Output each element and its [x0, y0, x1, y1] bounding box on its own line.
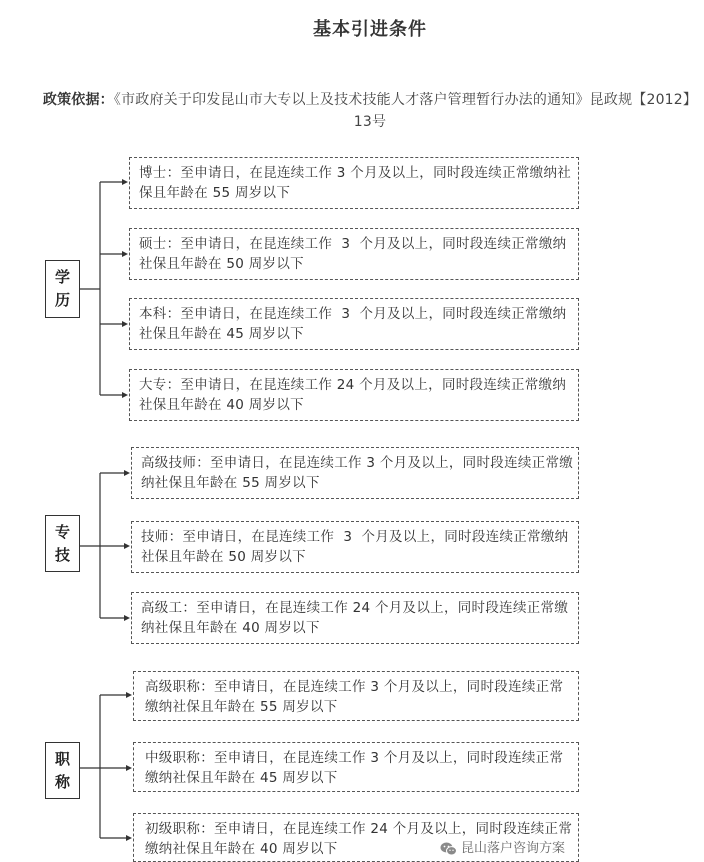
condition-text-line: 社保且年龄在 45 周岁以下 — [139, 326, 304, 342]
watermark — [440, 840, 565, 858]
condition-text-line: 缴纳社保且年龄在 55 周岁以下 — [145, 699, 338, 715]
arrowhead — [122, 392, 128, 398]
page-title: 基本引进条件 — [313, 19, 427, 40]
arrowhead — [124, 615, 130, 621]
condition-box-bachelor — [129, 298, 579, 350]
condition-text-line: 初级职称：至申请日，在昆连续工作 24 个月及以上，同时段连续正常 — [145, 821, 573, 837]
arrowhead — [124, 543, 130, 549]
condition-text-line: 纳社保且年龄在 40 周岁以下 — [141, 620, 320, 636]
arrowhead — [122, 251, 128, 257]
policy-basis-label: 政策依据： — [42, 92, 114, 108]
condition-text-line: 大专：至申请日，在昆连续工作 24 个月及以上，同时段连续正常缴纳 — [139, 377, 567, 393]
condition-box-senior-worker — [131, 592, 579, 644]
arrowhead — [126, 835, 132, 841]
arrowhead — [126, 692, 132, 698]
category-box-professional-title — [45, 742, 80, 799]
condition-box-technician — [131, 521, 579, 573]
condition-text-line: 高级职称：至申请日，在昆连续工作 3 个月及以上，同时段连续正常 — [145, 679, 564, 695]
condition-text-line: 高级工：至申请日，在昆连续工作 24 个月及以上，同时段连续正常缴 — [141, 600, 569, 616]
condition-text-line: 缴纳社保且年龄在 40 周岁以下 — [145, 841, 338, 857]
condition-text-line: 技师：至申请日，在昆连续工作 3 个月及以上，同时段连续正常缴纳 — [141, 529, 569, 545]
condition-text-line: 中级职称：至申请日，在昆连续工作 3 个月及以上，同时段连续正常 — [145, 750, 564, 766]
condition-box-master — [129, 228, 579, 280]
condition-text-line: 本科：至申请日，在昆连续工作 3 个月及以上，同时段连续正常缴纳 — [139, 306, 567, 322]
arrowhead — [124, 470, 130, 476]
watermark-text: 昆山落户咨询方案 — [461, 841, 566, 856]
condition-text-line: 纳社保且年龄在 55 周岁以下 — [141, 475, 320, 491]
category-box-professional-skill — [45, 515, 80, 572]
arrowhead — [126, 765, 132, 771]
condition-text-line: 社保且年龄在 50 周岁以下 — [141, 549, 306, 565]
category-label: 学历 — [54, 268, 70, 309]
condition-box-intermediate-title — [133, 742, 579, 792]
arrowhead — [122, 321, 128, 327]
condition-text-line: 高级技师：至申请日，在昆连续工作 3 个月及以上，同时段连续正常缴 — [141, 455, 574, 471]
policy-basis-text-cont: 13号 — [353, 114, 387, 130]
arrowhead — [122, 179, 128, 185]
category-label: 专技 — [54, 522, 70, 564]
category-box-education — [45, 260, 80, 318]
condition-text-line: 社保且年龄在 40 周岁以下 — [139, 397, 304, 413]
condition-box-senior-technician — [131, 447, 579, 499]
condition-text-line: 硕士：至申请日，在昆连续工作 3 个月及以上，同时段连续正常缴纳 — [139, 236, 567, 252]
condition-box-doctorate — [129, 157, 579, 209]
condition-text-line: 社保且年龄在 50 周岁以下 — [139, 256, 304, 272]
condition-box-senior-title — [133, 671, 579, 721]
condition-text-line: 博士：至申请日，在昆连续工作 3 个月及以上，同时段连续正常缴纳社 — [139, 165, 572, 181]
category-label: 职称 — [54, 749, 70, 791]
condition-box-associate — [129, 369, 579, 421]
condition-text-line: 缴纳社保且年龄在 45 周岁以下 — [145, 770, 338, 786]
condition-text-line: 保且年龄在 55 周岁以下 — [139, 185, 291, 201]
policy-basis-text: 《市政府关于印发昆山市大专以上及技术技能人才落户管理暂行办法的通知》昆政规【2012】 — [113, 92, 698, 108]
wechat-icon — [440, 842, 457, 856]
